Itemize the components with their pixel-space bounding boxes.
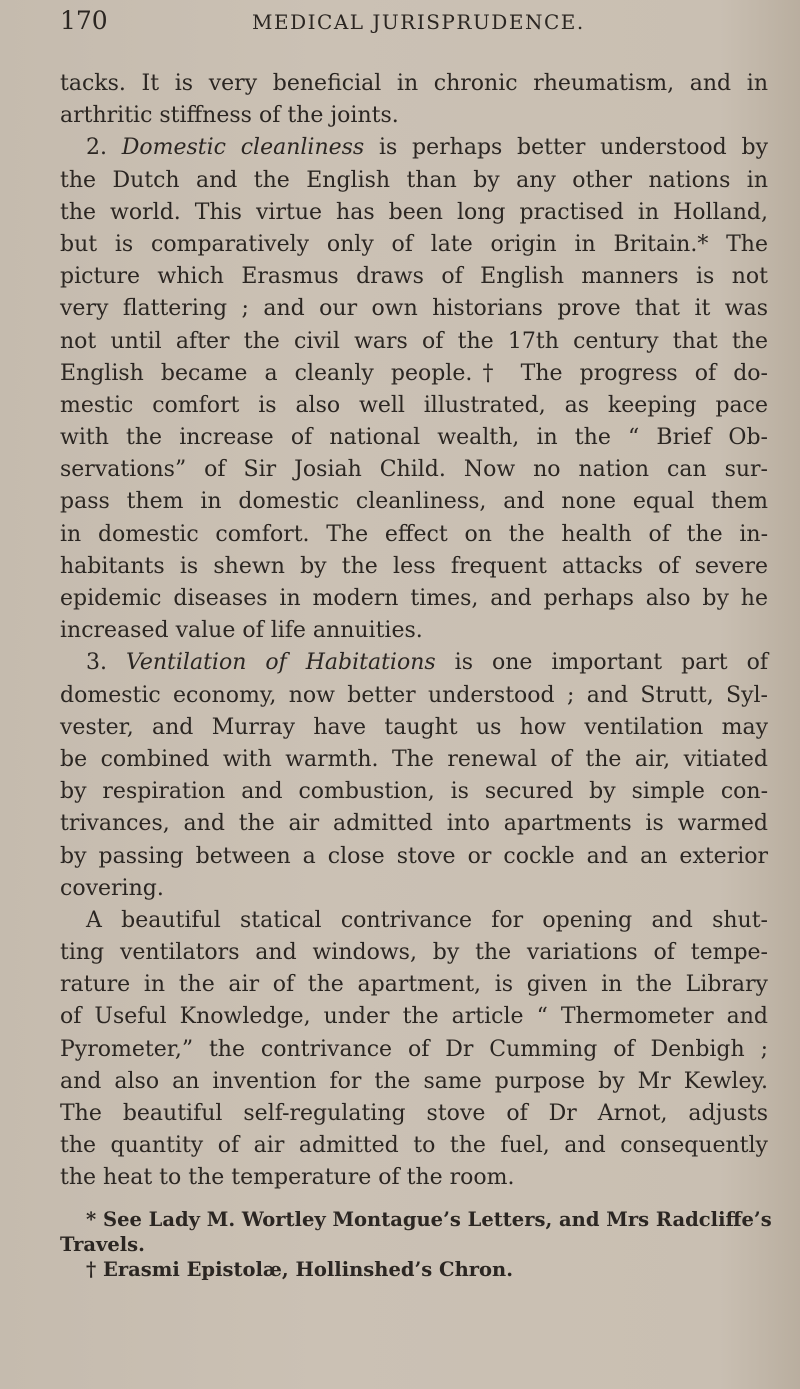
text-segment: mestic comfort is also well illustrated, as keeping pace	[60, 392, 768, 418]
text-segment: the heat to the temperature of the room.	[60, 1165, 515, 1191]
text-segment: is one important part of	[435, 650, 768, 676]
text-line	[60, 969, 768, 1001]
text-line	[60, 551, 768, 583]
text-line	[60, 1098, 768, 1130]
text-line	[60, 647, 768, 679]
footnotes	[60, 1207, 772, 1282]
text-line	[60, 132, 768, 164]
text-segment: domestic economy, now better understood ; and Strutt, Syl-	[60, 682, 768, 708]
text-segment: in domestic comfort. The effect on the health of the in-	[60, 521, 768, 547]
italic-heading: Ventilation of Habitations	[125, 650, 436, 676]
text-segment: trivances, and the air admitted into apartments is warmed	[60, 811, 768, 837]
text-segment: of Useful Knowledge, under the article “ Thermometer and	[60, 1004, 768, 1030]
text-segment: very flattering ; and our own historians prove that it was	[60, 296, 768, 322]
text-segment: by respiration and combustion, is secured by simple con-	[60, 779, 768, 805]
text-segment: The beautiful self-regulating stove of Dr Arnot, adjusts	[60, 1101, 768, 1126]
text-segment: increased value of life annuities.	[60, 618, 423, 644]
text-segment: pass them in domestic cleanliness, and none equal them	[60, 489, 768, 515]
text-segment: the world. This virtue has been long practised in Holland,	[60, 199, 768, 225]
text-segment: Pyrometer,” the contrivance of Dr Cumming of Denbigh ;	[60, 1036, 768, 1062]
text-line	[60, 261, 768, 293]
text-line	[60, 744, 768, 776]
text-segment: English became a cleanly people.† The progress of do-	[60, 360, 768, 386]
italic-heading: Domestic cleanliness	[121, 135, 365, 161]
text-line	[60, 293, 768, 325]
text-line	[60, 486, 768, 518]
text-line	[60, 841, 768, 873]
text-segment: the quantity of air admitted to the fuel, and consequently	[60, 1133, 768, 1159]
text-line	[60, 615, 768, 647]
text-segment: but is comparatively only of late origin in Britain.* The	[60, 231, 768, 257]
text-line	[60, 583, 768, 615]
footnote-line: * See Lady M. Wortley Montague’s Letters, and Mrs Radcliffe’s	[86, 1208, 772, 1231]
text-segment: arthritic stiffness of the joints.	[60, 103, 399, 129]
text-line	[60, 326, 768, 358]
text-line	[60, 422, 768, 454]
text-segment: A beautiful statical contrivance for opening and shut-	[86, 907, 768, 933]
text-segment: tacks. It is very beneficial in chronic rheumatism, and in	[60, 71, 768, 96]
text-segment: covering.	[60, 875, 164, 901]
text-segment: ting ventilators and windows, by the variations of tempe-	[60, 940, 768, 966]
text-line	[60, 1130, 768, 1162]
text-segment: with the increase of national wealth, in the “ Brief Ob-	[60, 425, 768, 451]
text-segment: rature in the air of the apartment, is given in the Library	[60, 972, 768, 998]
text-line	[60, 1066, 768, 1098]
running-title: MEDICAL JURISPRUDENCE.	[252, 10, 585, 34]
text-line	[60, 229, 768, 261]
text-line	[60, 358, 768, 390]
text-segment: 3.	[86, 650, 126, 676]
text-line	[60, 100, 768, 132]
text-line	[60, 165, 768, 197]
text-segment: be combined with warmth. The renewal of the air, vitiated	[60, 746, 768, 772]
text-segment: is perhaps better understood by	[364, 135, 769, 161]
text-line	[60, 873, 768, 905]
text-segment: habitants is shewn by the less frequent attacks of severe	[60, 553, 768, 579]
text-segment: 2.	[86, 135, 122, 161]
text-segment: picture which Erasmus draws of English manners is not	[60, 264, 768, 290]
text-line	[60, 454, 768, 486]
text-segment: not until after the civil wars of the 17th century that the	[60, 328, 768, 354]
text-line	[60, 808, 768, 840]
text-segment: the Dutch and the English than by any other nations in	[60, 167, 768, 193]
footnote-line: Travels.	[60, 1233, 145, 1256]
text-line	[60, 197, 768, 229]
text-line	[60, 1162, 768, 1194]
body-text	[60, 68, 768, 1195]
page-header	[60, 6, 770, 38]
text-line	[60, 1001, 768, 1033]
text-line	[60, 776, 768, 808]
text-line	[60, 390, 768, 422]
text-line	[60, 68, 768, 100]
text-segment: by passing between a close stove or cockle and an exterior	[60, 843, 768, 869]
text-line	[60, 519, 768, 551]
text-segment: and also an invention for the same purpose by Mr Kewley.	[60, 1068, 768, 1094]
text-line	[60, 905, 768, 937]
page-number: 170	[60, 6, 108, 35]
text-segment: servations” of Sir Josiah Child. Now no nation can sur-	[60, 457, 768, 483]
text-line	[60, 680, 768, 712]
text-line	[60, 1034, 768, 1066]
text-segment: epidemic diseases in modern times, and perhaps also by he	[60, 586, 768, 611]
text-segment: vester, and Murray have taught us how ventilation may	[60, 714, 768, 740]
text-line	[60, 937, 768, 969]
footnote-line: † Erasmi Epistolæ, Hollinshed’s Chron.	[86, 1258, 513, 1281]
text-line	[60, 712, 768, 744]
